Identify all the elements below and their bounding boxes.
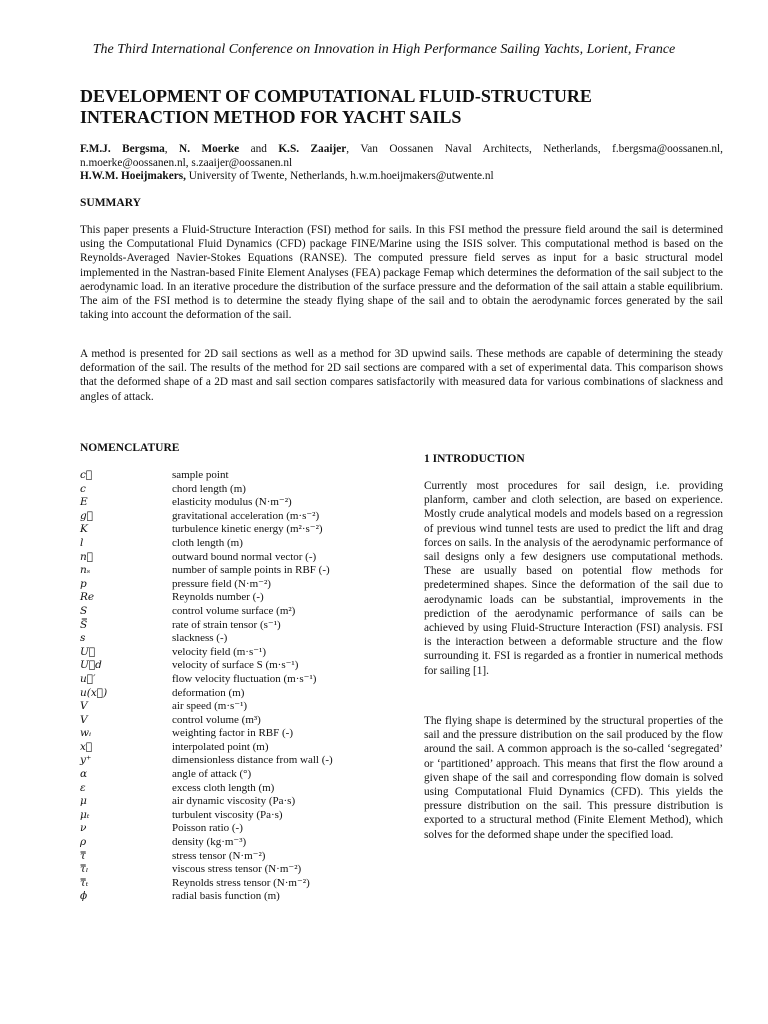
author-and: and (239, 143, 279, 155)
nomenclature-item (80, 564, 370, 578)
title-line-1: DEVELOPMENT OF COMPUTATIONAL FLUID-STRUCTURE (80, 86, 592, 106)
author-zaaijer: K.S. Zaaijer (278, 143, 347, 155)
nomenclature-symbol: V (80, 713, 88, 726)
nomenclature-description: elasticity modulus (N·m⁻²) (172, 496, 292, 509)
nomenclature-symbol: K (80, 523, 88, 536)
nomenclature-item (80, 523, 370, 537)
nomenclature-item (80, 890, 370, 904)
nomenclature-item (80, 483, 370, 497)
nomenclature-symbol: S̿ (80, 618, 88, 631)
nomenclature-symbol: s (80, 632, 86, 645)
title-line-2: INTERACTION METHOD FOR YACHT SAILS (80, 107, 462, 127)
nomenclature-symbol: y⁺ (80, 754, 92, 767)
nomenclature-item (80, 632, 370, 646)
nomenclature-symbol: S (80, 604, 88, 617)
nomenclature-item (80, 510, 370, 524)
nomenclature-item (80, 591, 370, 605)
nomenclature-item (80, 754, 370, 768)
nomenclature-item (80, 537, 370, 551)
nomenclature-symbol: U⃗ (80, 645, 96, 658)
author-block (80, 143, 723, 184)
nomenclature-item (80, 496, 370, 510)
nomenclature-symbol: c (80, 482, 86, 495)
nomenclature-description: angle of attack (°) (172, 768, 252, 781)
nomenclature-description: chord length (m) (172, 482, 246, 495)
summary-heading: SUMMARY (80, 197, 141, 209)
nomenclature-description: rate of strain tensor (s⁻¹) (172, 618, 281, 631)
nomenclature-description: outward bound normal vector (-) (172, 550, 317, 563)
nomenclature-symbol: u⃗′ (80, 672, 96, 685)
conference-header: The Third International Conference on Innovation in High Performance Sailing Yachts, Lorient, France (92, 42, 676, 57)
nomenclature-description: dimensionless distance from wall (-) (172, 754, 333, 767)
nomenclature-description: density (kg·m⁻³) (172, 836, 247, 849)
nomenclature-item (80, 795, 370, 809)
nomenclature-symbol: τ̿ (80, 849, 86, 862)
nomenclature-description: sample point (172, 469, 229, 481)
nomenclature-symbol: u(x⃗) (80, 686, 108, 699)
nomenclature-item (80, 714, 370, 728)
affiliation-van-oossanen: , Van Oossanen Naval Architects, Netherlands, f.bergsma@oossanen.nl, n.moerke@oossanen.nl, s.zaaijer@oossanen.nl (80, 143, 723, 169)
nomenclature-description: weighting factor in RBF (-) (172, 727, 293, 740)
nomenclature-item (80, 619, 370, 633)
nomenclature-item (80, 850, 370, 864)
nomenclature-item (80, 687, 370, 701)
nomenclature-description: velocity field (m·s⁻¹) (172, 645, 267, 658)
author-hoeijmakers: H.W.M. Hoeijmakers, (80, 170, 186, 182)
paper-title (80, 86, 700, 128)
nomenclature-symbol: ρ (80, 836, 87, 849)
nomenclature-symbol: g⃗ (80, 509, 94, 522)
nomenclature-symbol: x⃗ (80, 740, 93, 753)
nomenclature-item (80, 700, 370, 714)
nomenclature-item (80, 673, 370, 687)
nomenclature-description: control volume (m³) (172, 713, 261, 726)
nomenclature-description: air dynamic viscosity (Pa·s) (172, 795, 296, 808)
nomenclature-symbol: ν (80, 822, 87, 835)
nomenclature-symbol: α (80, 768, 88, 781)
nomenclature-description: number of sample points in RBF (-) (172, 564, 330, 577)
nomenclature-symbol: ϕ (80, 890, 88, 903)
nomenclature-description: interpolated point (m) (172, 740, 269, 753)
nomenclature-heading: NOMENCLATURE (80, 442, 180, 454)
nomenclature-item (80, 836, 370, 850)
nomenclature-symbol: τ̿ₜ (80, 876, 89, 889)
nomenclature-symbol: Re (80, 591, 95, 604)
nomenclature-description: viscous stress tensor (N·m⁻²) (172, 863, 302, 876)
nomenclature-description: Reynolds number (-) (172, 591, 264, 604)
nomenclature-item (80, 578, 370, 592)
author-moerke: N. Moerke (179, 143, 240, 155)
nomenclature-description: excess cloth length (m) (172, 781, 275, 794)
summary-paragraph-1: This paper presents a Fluid-Structure Interaction (FSI) method for sails. In this FSI method the pressure field around the sail is determined using the Computational Fluid Dynamics (CFD) package FINE/Marine using the ISIS solver. This computational method is based on the Reynolds-Averaged Navier-Stokes Equations (RANSE). The computed pressure field serves as input for a basic structural model implemented in the Nastran-based Finite Element Analyses (FEA) package Femap which determines the deformation of the sail subject to the aerodynamic load. In an iterative procedure the distribution of the surface pressure and the deformation of the sail attain a stable equilibrium. The aim of the FSI method is to determine the steady flying shape of the sail and to obtain the aerodynamic forces generated by the sail taking into account the deformation of the sail. (80, 224, 723, 322)
introduction-paragraph-1: Currently most procedures for sail design, i.e. providing planform, camber and cloth selection, are based on experience. Mostly crude analytical models and models based on a regression of previous wind tunnel tests are used to predict the lift and drag forces on sails. In the analysis of the aerodynamic performance of sail designs only a few designers use computational methods. These are usually based on potential flow methods for predetermined shapes. Since the deformation of the sail due to aerodynamic loads can be substantial, improvements in the prediction of the aerodynamic performance of sails can be achieved by using Fluid-Structure Interaction (FSI) analysis. FSI is the interaction between a deformable structure and the flow surrounding it. FSI is regarded as a frontier in numerical methods for sailing [1]. (424, 480, 723, 677)
nomenclature-description: slackness (-) (172, 632, 228, 645)
nomenclature-symbol: μₜ (80, 808, 90, 821)
nomenclature-description: air speed (m·s⁻¹) (172, 700, 248, 713)
author-separator: , (164, 143, 180, 155)
nomenclature-symbol: p (80, 577, 87, 590)
nomenclature-description: Reynolds stress tensor (N·m⁻²) (172, 876, 310, 889)
summary-paragraph-2: A method is presented for 2D sail sections as well as a method for 3D upwind sails. These methods are capable of determining the steady deformation of the sail. The results of the method for 2D sail sections are compared with a set of experimental data. This comparison shows that the deformed shape of a 2D mast and sail section compares satisfactorily with measured data for various combinations of slackness and angles of attack. (80, 348, 723, 403)
introduction-heading: 1 INTRODUCTION (424, 453, 525, 465)
nomenclature-item (80, 877, 370, 891)
nomenclature-symbol: ε (80, 781, 86, 794)
nomenclature-item (80, 646, 370, 660)
nomenclature-symbol: l (80, 536, 84, 549)
nomenclature-description: pressure field (N·m⁻²) (172, 577, 271, 590)
nomenclature-description: control volume surface (m²) (172, 604, 296, 617)
nomenclature-item (80, 605, 370, 619)
nomenclature-symbol: wᵢ (80, 727, 92, 740)
author-bergsma: F.M.J. Bergsma (80, 143, 165, 155)
nomenclature-description: deformation (m) (172, 686, 245, 699)
nomenclature-symbol: E (80, 496, 88, 509)
nomenclature-item (80, 551, 370, 565)
nomenclature-item (80, 768, 370, 782)
nomenclature-symbol: μ (80, 795, 87, 808)
nomenclature-description: gravitational acceleration (m·s⁻²) (172, 509, 320, 522)
nomenclature-description: Poisson ratio (-) (172, 822, 243, 835)
nomenclature-symbol: τ̿ₗ (80, 863, 89, 876)
nomenclature-item (80, 727, 370, 741)
nomenclature-item (80, 469, 370, 483)
nomenclature-item (80, 782, 370, 796)
introduction-paragraph-2: The flying shape is determined by the structural properties of the sail and the pressure distribution on the sail produced by the flow around the sail. A common approach is the so-called ‘segregated’ or ‘partitioned’ approach. This means that first the flow around a given shape of the sail and corresponding flow domain is solved using Computational Fluid Dynamics (CFD). This yields the pressure distribution on the sail. This pressure distribution is exported to a structural method (Finite Element Method), which solves for the deformed shape under the specified load. (424, 715, 723, 841)
nomenclature-symbol: nₛ (80, 564, 91, 577)
nomenclature-item (80, 822, 370, 836)
nomenclature-description: stress tensor (N·m⁻²) (172, 849, 266, 862)
nomenclature-symbol: U⃗d (80, 659, 102, 672)
nomenclature-symbol: V (80, 700, 88, 713)
nomenclature-description: velocity of surface S (m·s⁻¹) (172, 659, 299, 672)
nomenclature-description: turbulence kinetic energy (m²·s⁻²) (172, 523, 323, 536)
nomenclature-description: turbulent viscosity (Pa·s) (172, 808, 283, 821)
nomenclature-description: cloth length (m) (172, 536, 243, 549)
nomenclature-item (80, 809, 370, 823)
nomenclature-list (80, 469, 370, 904)
nomenclature-description: radial basis function (m) (172, 890, 280, 903)
nomenclature-symbol: c⃗ (80, 469, 93, 481)
nomenclature-item (80, 659, 370, 673)
nomenclature-description: flow velocity fluctuation (m·s⁻¹) (172, 672, 317, 685)
nomenclature-symbol: n⃗ (80, 550, 94, 563)
nomenclature-item (80, 863, 370, 877)
affiliation-twente: University of Twente, Netherlands, h.w.m.hoeijmakers@utwente.nl (185, 170, 494, 182)
nomenclature-item (80, 741, 370, 755)
